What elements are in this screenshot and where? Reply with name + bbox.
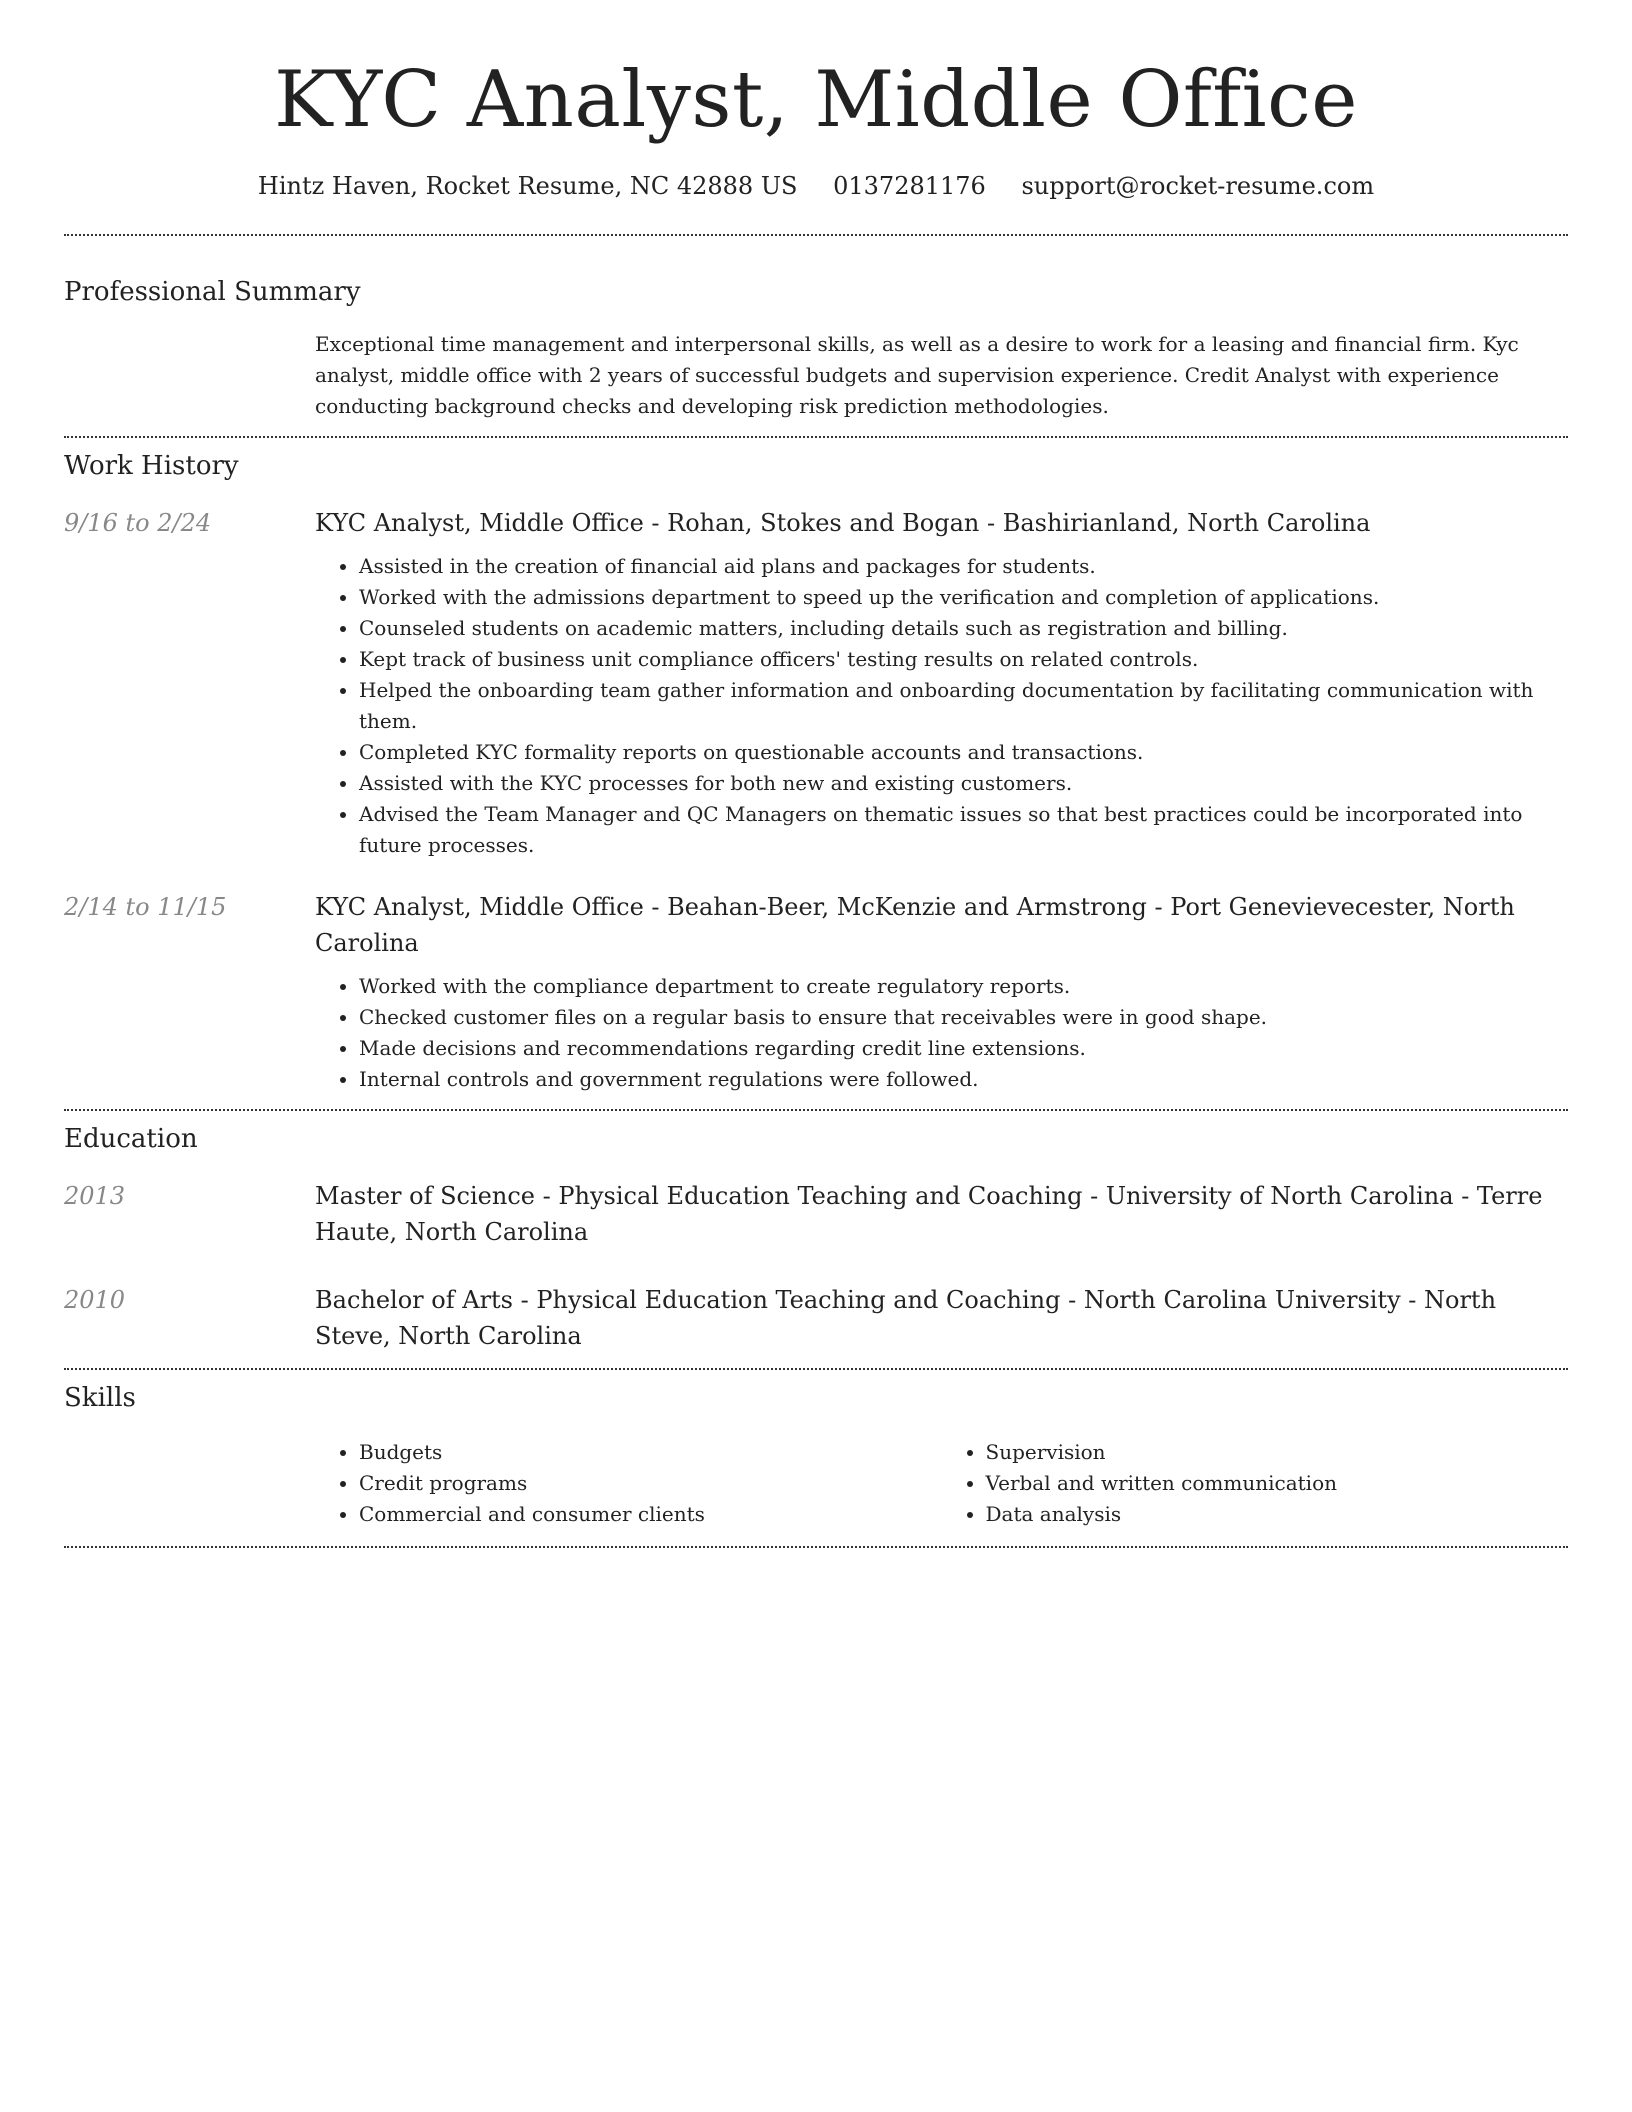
school-name: - University of North Carolina - Terre Haute, North Carolina bbox=[315, 1182, 1543, 1246]
section-title-work: Work History bbox=[64, 451, 239, 481]
section-title-summary: Professional Summary bbox=[64, 277, 361, 307]
degree-name: Bachelor of Arts - Physical Education Teaching and Coaching bbox=[315, 1286, 1061, 1314]
candidate-name: KYC Analyst, Middle Office bbox=[274, 55, 1358, 145]
job-title bbox=[315, 505, 1568, 541]
section-title-skills: Skills bbox=[64, 1383, 136, 1413]
divider bbox=[64, 1546, 1568, 1548]
skill-item: • Commercial and consumer clients bbox=[359, 1499, 942, 1530]
resume-page bbox=[64, 0, 1568, 1548]
education-entry bbox=[64, 1178, 1568, 1250]
list-item: • Made decisions and recommendations regarding credit line extensions. bbox=[359, 1033, 1568, 1064]
skills-column-2 bbox=[942, 1437, 1569, 1530]
resume-header bbox=[64, 0, 1568, 202]
job-duties bbox=[315, 971, 1568, 1095]
job-entry bbox=[64, 505, 1568, 861]
skills-column-1 bbox=[315, 1437, 942, 1530]
contact-line bbox=[64, 170, 1568, 202]
skill-item: • Supervision bbox=[986, 1437, 1569, 1468]
list-item: • Assisted in the creation of financial aid plans and packages for students. bbox=[359, 551, 1568, 582]
skills-section bbox=[64, 1370, 1568, 1530]
school-name: - North Carolina University - North Steve, North Carolina bbox=[315, 1286, 1497, 1350]
job-employer: - Rohan, Stokes and Bogan - Bashirianland, North Carolina bbox=[643, 509, 1371, 537]
job-entry bbox=[64, 889, 1568, 1095]
section-title-education: Education bbox=[64, 1124, 198, 1154]
education-year: 2010 bbox=[64, 1286, 126, 1314]
education-details bbox=[315, 1282, 1568, 1354]
list-item: • Kept track of business unit compliance officers' testing results on related controls. bbox=[359, 644, 1568, 675]
list-item: • Helped the onboarding team gather information and onboarding documentation by facilitating communication with them. bbox=[359, 675, 1568, 737]
skill-item: • Data analysis bbox=[986, 1499, 1569, 1530]
list-item: • Completed KYC formality reports on questionable accounts and transactions. bbox=[359, 737, 1568, 768]
education-section bbox=[64, 1111, 1568, 1354]
job-role: KYC Analyst, Middle Office bbox=[315, 893, 644, 921]
degree-name: Master of Science - Physical Education Teaching and Coaching bbox=[315, 1182, 1083, 1210]
summary-section bbox=[64, 236, 1568, 422]
job-employer: - Beahan-Beer, McKenzie and Armstrong - Port Genevievecester, North Carolina bbox=[315, 893, 1515, 957]
work-history-section bbox=[64, 438, 1568, 1095]
job-dates: 9/16 to 2/24 bbox=[64, 509, 212, 537]
summary-text: Exceptional time management and interpersonal skills, as well as a desire to work for a leasing and financial firm. Kyc analyst, middle office with 2 years of successful budgets and supervision experience. Credit Analyst with experience conducting background checks and developing risk prediction methodologies. bbox=[315, 332, 1519, 418]
job-role: KYC Analyst, Middle Office bbox=[315, 509, 644, 537]
list-item: • Assisted with the KYC processes for both new and existing customers. bbox=[359, 768, 1568, 799]
contact-address: Hintz Haven, Rocket Resume, NC 42888 US bbox=[257, 172, 798, 200]
job-duties bbox=[315, 551, 1568, 861]
education-entry bbox=[64, 1282, 1568, 1354]
list-item: • Advised the Team Manager and QC Managers on thematic issues so that best practices could be incorporated into future processes. bbox=[359, 799, 1568, 861]
job-dates: 2/14 to 11/15 bbox=[64, 893, 227, 921]
contact-email: support@rocket-resume.com bbox=[1021, 172, 1375, 200]
skill-item: • Budgets bbox=[359, 1437, 942, 1468]
education-year: 2013 bbox=[64, 1182, 126, 1210]
list-item: • Internal controls and government regulations were followed. bbox=[359, 1064, 1568, 1095]
skills-list bbox=[315, 1437, 1568, 1530]
skill-item: • Verbal and written communication bbox=[986, 1468, 1569, 1499]
list-item: • Counseled students on academic matters, including details such as registration and billing. bbox=[359, 613, 1568, 644]
list-item: • Worked with the compliance department to create regulatory reports. bbox=[359, 971, 1568, 1002]
job-title bbox=[315, 889, 1568, 961]
list-item: • Worked with the admissions department to speed up the verification and completion of applications. bbox=[359, 582, 1568, 613]
skill-item: • Credit programs bbox=[359, 1468, 942, 1499]
education-details bbox=[315, 1178, 1568, 1250]
list-item: • Checked customer files on a regular basis to ensure that receivables were in good shape. bbox=[359, 1002, 1568, 1033]
contact-phone: 0137281176 bbox=[833, 172, 986, 200]
